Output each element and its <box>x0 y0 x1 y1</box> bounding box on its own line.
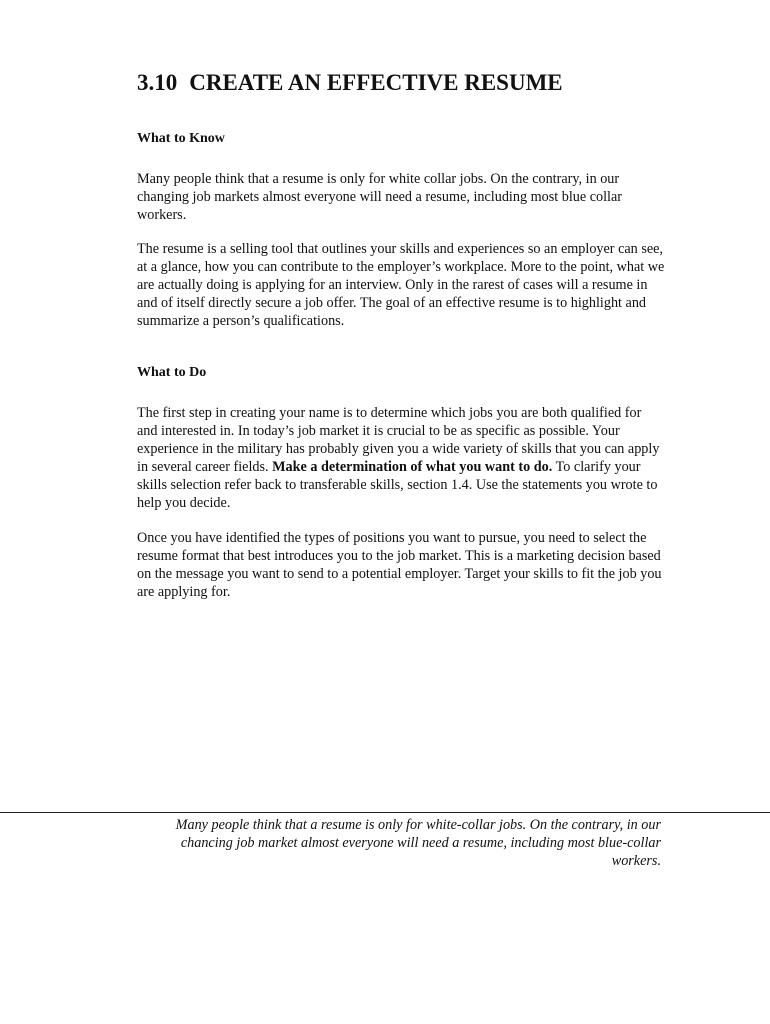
what-to-know-paragraph-1: Many people think that a resume is only for white collar jobs. On the contrary, in our changing job markets almost everyone will need a resume, including most blue collar workers. <box>137 171 623 223</box>
what-to-do-paragraph-1-start: The first step in creating your name is to determine which jobs you are both qualified for and interested in. In today’s job market it is crucial to be as specific as possible. Your experience in the military has probably given you a wide variety of skills that you can apply in several career fields. <box>137 405 660 475</box>
what-to-know-heading: What to Know <box>137 131 225 146</box>
what-to-do-paragraph-2: Once you have identified the types of positions you want to pursue, you need to select the resume format that best introduces you to the job market. This is a marketing decision based on the message you want to send to a potential employer. Target your skills to fit the job you are applying for. <box>137 530 662 600</box>
what-to-do-heading: What to Do <box>137 365 207 380</box>
what-to-know-paragraph-2: The resume is a selling tool that outlines your skills and experiences so an employer can see, at a glance, how you can contribute to the employer’s workplace. More to the point, what we are actually doing is applying for an interview. Only in the rarest of cases will a resume in and of itself directly secure a job offer. The goal of an effective resume is to highlight and summarize a person’s qualifications. <box>137 241 665 329</box>
pull-quote: Many people think that a resume is only for white-collar jobs. On the contrary, in our chancing job market almost everyone will need a resume, including most blue-collar workers. <box>175 817 661 869</box>
section-number: 3.10 <box>137 70 178 95</box>
section-title <box>137 70 563 96</box>
divider-line <box>0 812 770 813</box>
section-title-text: CREATE AN EFFECTIVE RESUME <box>189 70 563 95</box>
what-to-do-paragraph-1-end: To clarify your skills selection refer back to transferable skills, section 1.4. Use the statements you wrote to help you decide. <box>137 459 658 511</box>
what-to-do-paragraph-1 <box>137 404 665 512</box>
what-to-do-paragraph-1-bold: Make a determination of what you want to do. <box>272 459 553 475</box>
